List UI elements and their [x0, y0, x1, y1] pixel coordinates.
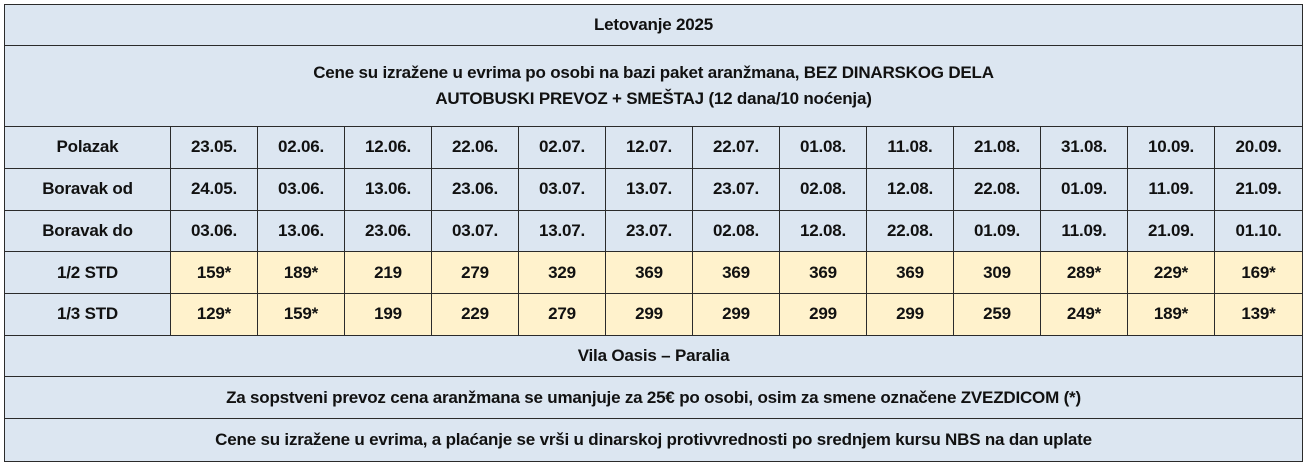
date-cell: 12.08.	[780, 210, 867, 252]
date-cell: 22.07.	[693, 127, 780, 169]
price-cell: 369	[780, 252, 867, 294]
date-cell: 22.08.	[954, 168, 1041, 210]
date-cell: 11.09.	[1128, 168, 1215, 210]
row-std-third	[5, 294, 1303, 336]
price-cell: 229	[432, 294, 519, 336]
price-cell: 369	[867, 252, 954, 294]
price-cell: 249*	[1041, 294, 1128, 336]
date-cell: 13.07.	[606, 168, 693, 210]
date-cell: 03.06.	[171, 210, 258, 252]
date-cell: 23.06.	[432, 168, 519, 210]
date-cell: 01.08.	[780, 127, 867, 169]
price-cell: 369	[693, 252, 780, 294]
price-cell: 279	[519, 294, 606, 336]
row-std-half	[5, 252, 1303, 294]
note1-row	[5, 377, 1303, 419]
price-cell: 129*	[171, 294, 258, 336]
row-boravak-do	[5, 210, 1303, 252]
description-line-1: Cene su izražene u evrima po osobi na bazi paket aranžmana, BEZ DINARSKOG DELA	[313, 62, 994, 82]
date-cell: 23.07.	[693, 168, 780, 210]
date-cell: 02.08.	[693, 210, 780, 252]
price-cell: 169*	[1215, 252, 1303, 294]
row-label: Boravak od	[5, 168, 171, 210]
date-cell: 01.09.	[954, 210, 1041, 252]
date-cell: 21.08.	[954, 127, 1041, 169]
date-cell: 23.07.	[606, 210, 693, 252]
villa-row	[5, 335, 1303, 377]
price-cell: 159*	[258, 294, 345, 336]
date-cell: 13.06.	[345, 168, 432, 210]
description-line-2: AUTOBUSKI PREVOZ + SMEŠTAJ (12 dana/10 noćenja)	[435, 88, 872, 108]
date-cell: 03.07.	[432, 210, 519, 252]
price-cell: 219	[345, 252, 432, 294]
date-cell: 12.08.	[867, 168, 954, 210]
row-polazak	[5, 127, 1303, 169]
date-cell: 02.06.	[258, 127, 345, 169]
date-cell: 03.07.	[519, 168, 606, 210]
description-cell	[5, 45, 1303, 126]
date-cell: 02.08.	[780, 168, 867, 210]
date-cell: 21.09.	[1215, 168, 1303, 210]
description-row	[5, 45, 1303, 126]
date-cell: 01.09.	[1041, 168, 1128, 210]
date-cell: 23.05.	[171, 127, 258, 169]
row-label: Polazak	[5, 127, 171, 169]
payment-note: Cene su izražene u evrima, a plaćanje se vrši u dinarskoj protivvrednosti po srednjem kursu NBS na dan uplate	[5, 419, 1303, 462]
date-cell: 13.06.	[258, 210, 345, 252]
price-cell: 299	[867, 294, 954, 336]
date-cell: 21.09.	[1128, 210, 1215, 252]
price-cell: 299	[780, 294, 867, 336]
price-cell: 199	[345, 294, 432, 336]
price-cell: 289*	[1041, 252, 1128, 294]
row-label: 1/2 STD	[5, 252, 171, 294]
price-cell: 309	[954, 252, 1041, 294]
date-cell: 10.09.	[1128, 127, 1215, 169]
price-cell: 229*	[1128, 252, 1215, 294]
row-label: Boravak do	[5, 210, 171, 252]
date-cell: 20.09.	[1215, 127, 1303, 169]
note2-row	[5, 419, 1303, 462]
date-cell: 02.07.	[519, 127, 606, 169]
date-cell: 13.07.	[519, 210, 606, 252]
price-cell: 369	[606, 252, 693, 294]
price-cell: 259	[954, 294, 1041, 336]
date-cell: 12.07.	[606, 127, 693, 169]
date-cell: 11.08.	[867, 127, 954, 169]
date-cell: 01.10.	[1215, 210, 1303, 252]
row-label: 1/3 STD	[5, 294, 171, 336]
date-cell: 03.06.	[258, 168, 345, 210]
title-row	[5, 5, 1303, 46]
price-cell: 279	[432, 252, 519, 294]
date-cell: 22.06.	[432, 127, 519, 169]
date-cell: 11.09.	[1041, 210, 1128, 252]
price-cell: 189*	[258, 252, 345, 294]
table-title: Letovanje 2025	[5, 5, 1303, 46]
date-cell: 24.05.	[171, 168, 258, 210]
transport-note: Za sopstveni prevoz cena aranžmana se umanjuje za 25€ po osobi, osim za smene označene ZVEZDICOM (*)	[5, 377, 1303, 419]
date-cell: 12.06.	[345, 127, 432, 169]
date-cell: 23.06.	[345, 210, 432, 252]
date-cell: 22.08.	[867, 210, 954, 252]
price-table	[4, 4, 1303, 462]
date-cell: 31.08.	[1041, 127, 1128, 169]
price-cell: 299	[693, 294, 780, 336]
row-boravak-od	[5, 168, 1303, 210]
price-cell: 329	[519, 252, 606, 294]
price-cell: 189*	[1128, 294, 1215, 336]
villa-name: Vila Oasis – Paralia	[5, 335, 1303, 377]
price-cell: 139*	[1215, 294, 1303, 336]
price-cell: 159*	[171, 252, 258, 294]
price-cell: 299	[606, 294, 693, 336]
